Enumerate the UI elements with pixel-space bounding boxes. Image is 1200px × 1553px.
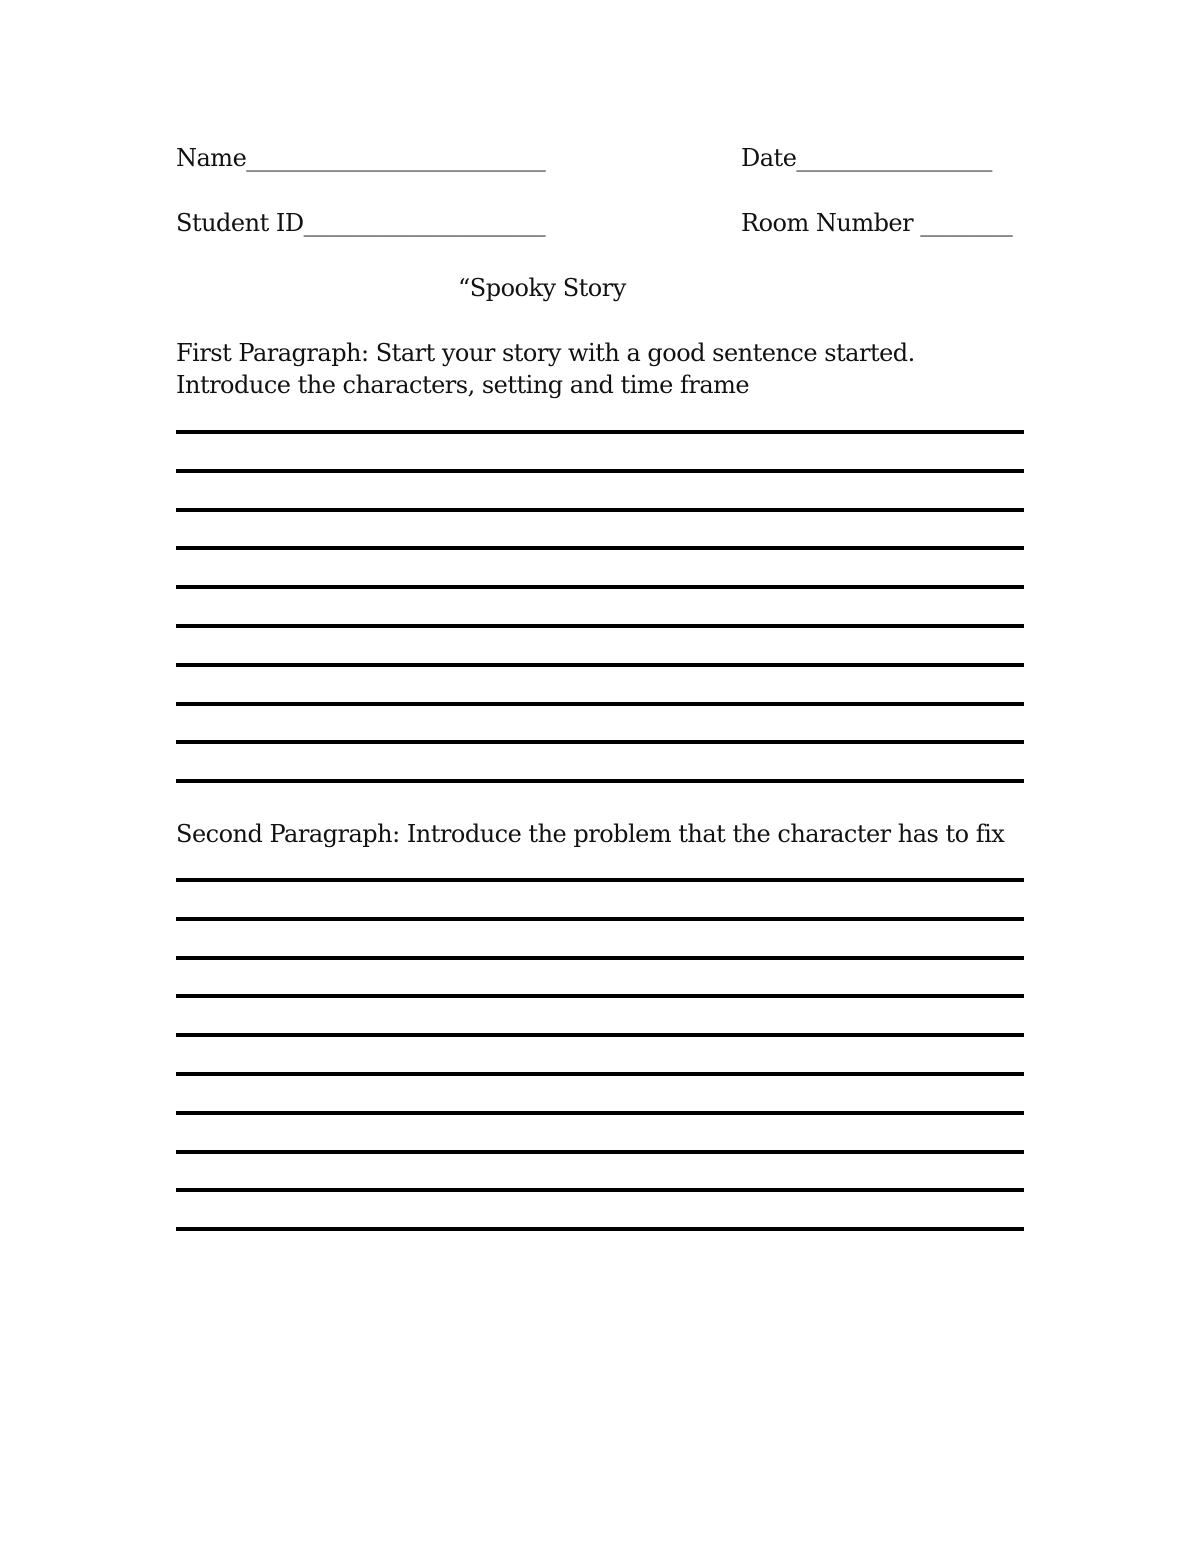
name-field[interactable]: Name__________________________: [176, 144, 546, 172]
paragraph2-writing-line[interactable]: [176, 1227, 1024, 1231]
paragraph1-writing-line[interactable]: [176, 508, 1024, 512]
paragraph2-writing-line[interactable]: [176, 1150, 1024, 1154]
paragraph1-writing-line[interactable]: [176, 779, 1024, 783]
paragraph2-writing-line[interactable]: [176, 1033, 1024, 1037]
paragraph2-writing-line[interactable]: [176, 956, 1024, 960]
paragraph1-writing-line[interactable]: [176, 546, 1024, 550]
paragraph1-writing-line[interactable]: [176, 663, 1024, 667]
paragraph1-writing-line[interactable]: [176, 702, 1024, 706]
student-id-field[interactable]: Student ID_____________________: [176, 209, 546, 237]
paragraph2-writing-line[interactable]: [176, 1111, 1024, 1115]
paragraph1-instruction-line2: Introduce the characters, setting and time frame: [176, 371, 750, 399]
paragraph2-writing-line[interactable]: [176, 994, 1024, 998]
paragraph2-instruction: Second Paragraph: Introduce the problem that the character has to fix: [176, 820, 1005, 848]
paragraph1-instruction-line1: First Paragraph: Start your story with a good sentence started.: [176, 339, 915, 367]
paragraph1-writing-line[interactable]: [176, 430, 1024, 434]
paragraph1-writing-area[interactable]: [176, 430, 1024, 783]
date-field[interactable]: Date_________________: [741, 144, 992, 172]
paragraph2-writing-line[interactable]: [176, 878, 1024, 882]
paragraph1-instruction: [176, 337, 915, 401]
paragraph1-writing-line[interactable]: [176, 469, 1024, 473]
paragraph1-writing-line[interactable]: [176, 740, 1024, 744]
paragraph2-writing-line[interactable]: [176, 1188, 1024, 1192]
paragraph1-writing-line[interactable]: [176, 624, 1024, 628]
page-title: “Spooky Story: [458, 274, 626, 302]
room-number-field[interactable]: Room Number ________: [741, 209, 1013, 237]
paragraph1-writing-line[interactable]: [176, 585, 1024, 589]
paragraph2-writing-area[interactable]: [176, 878, 1024, 1231]
paragraph2-writing-line[interactable]: [176, 1072, 1024, 1076]
paragraph2-writing-line[interactable]: [176, 917, 1024, 921]
